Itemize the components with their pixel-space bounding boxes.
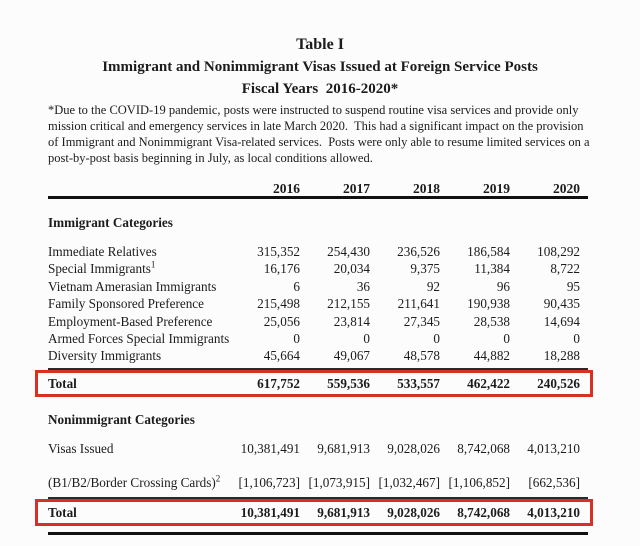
- table-number-title: Table I: [296, 36, 344, 53]
- value-cell: 240,526: [537, 376, 580, 391]
- value-cell: 617,752: [257, 376, 300, 391]
- year-header-2019: 2019: [483, 181, 510, 196]
- value-cell: 9,028,026: [387, 441, 440, 456]
- value-cell: 236,526: [397, 244, 440, 259]
- value-cell: [1,032,467]: [378, 475, 440, 490]
- value-cell: 315,352: [257, 244, 300, 259]
- value-cell: 90,435: [543, 296, 580, 312]
- year-header-2018: 2018: [413, 181, 440, 196]
- covid-footnote: *Due to the COVID-19 pandemic, posts were instructed to suspend routine visa services and provide only mission critical and emergency services in late March 2020. This had a significant impact on the provision of Immigrant and Nonimmigrant Visa-related services. Posts were only able to resume limited services on a post-by-post basis beginning in July, as local conditions allowed.: [48, 103, 593, 165]
- year-header-2016: 2016: [273, 181, 300, 196]
- value-cell: 462,422: [467, 376, 510, 391]
- value-cell: 8,722: [550, 261, 580, 277]
- table-main-title: Immigrant and Nonimmigrant Visas Issued at Foreign Service Posts: [102, 59, 538, 75]
- table-subtitle-fiscal-years: Fiscal Years 2016-2020*: [241, 81, 399, 97]
- value-cell: 0: [363, 331, 370, 347]
- value-cell: 211,641: [397, 296, 440, 312]
- value-cell: 4,013,210: [527, 441, 580, 456]
- immigrant-categories-heading: Immigrant Categories: [48, 215, 173, 230]
- table-row: [48, 295, 580, 312]
- row-label: Visas Issued: [48, 441, 114, 456]
- year-header-2017: 2017: [343, 181, 370, 196]
- value-cell: 8,742,068: [457, 441, 510, 456]
- value-cell: 16,176: [263, 261, 300, 277]
- table-row: [48, 441, 580, 457]
- nonimmigrant-categories-heading: Nonimmigrant Categories: [48, 412, 195, 427]
- row-label: Immediate Relatives: [48, 244, 157, 259]
- header-rule: [48, 196, 588, 199]
- value-cell: 10,381,491: [240, 441, 300, 456]
- table-row: [48, 260, 580, 277]
- year-header-row: [48, 181, 580, 197]
- immigrant-rows: [48, 243, 580, 365]
- value-cell: 254,430: [327, 244, 370, 259]
- table-row: [48, 330, 580, 347]
- row-label: Vietnam Amerasian Immigrants: [48, 278, 217, 294]
- table-row: [48, 243, 580, 260]
- value-cell: 44,882: [473, 348, 510, 364]
- value-cell: 11,384: [474, 261, 510, 277]
- value-cell: 49,067: [333, 348, 370, 364]
- value-cell: [1,106,852]: [448, 475, 510, 490]
- value-cell: 8,742,068: [457, 505, 510, 520]
- value-cell: 0: [573, 331, 580, 347]
- value-cell: 9,681,913: [317, 505, 370, 520]
- value-cell: 9,681,913: [317, 441, 370, 456]
- value-cell: [662,536]: [528, 475, 580, 490]
- value-cell: 9,028,026: [387, 505, 440, 520]
- value-cell: 4,013,210: [527, 505, 580, 520]
- value-cell: 0: [503, 331, 510, 347]
- value-cell: 6: [293, 278, 300, 294]
- value-cell: 10,381,491: [240, 505, 300, 520]
- table-row: [48, 475, 580, 491]
- value-cell: 559,536: [327, 376, 370, 391]
- value-cell: 18,288: [543, 348, 580, 364]
- total-label: Total: [48, 376, 77, 391]
- value-cell: 533,557: [397, 376, 440, 391]
- immigrant-total-row: [48, 373, 580, 394]
- value-cell: 186,584: [467, 244, 510, 259]
- value-cell: 28,538: [473, 313, 510, 329]
- value-cell: 20,034: [333, 261, 370, 277]
- row-label: Special Immigrants$^1$: [48, 260, 156, 277]
- row-label: Family Sponsored Preference: [48, 296, 205, 312]
- value-cell: 190,938: [467, 296, 510, 312]
- value-cell: 36: [356, 278, 370, 294]
- nonimmigrant-total-row: [48, 502, 580, 523]
- value-cell: 45,664: [263, 348, 300, 364]
- value-cell: 14,694: [543, 313, 580, 329]
- footer-rule: [48, 532, 588, 535]
- value-cell: 25,056: [263, 313, 300, 329]
- value-cell: 92: [426, 278, 440, 294]
- red-annotation-box-nonimmigrant-total: [35, 499, 593, 526]
- row-label: Armed Forces Special Immigrants: [48, 331, 230, 347]
- value-cell: 95: [566, 278, 580, 294]
- row-label: (B1/B2/Border Crossing Cards)$^2$: [48, 473, 221, 490]
- total-label: Total: [48, 505, 77, 520]
- red-annotation-box-immigrant-total: [35, 370, 593, 397]
- value-cell: [1,106,723]: [238, 475, 300, 490]
- value-cell: 108,292: [537, 244, 580, 259]
- label-column-spacer: [48, 181, 230, 197]
- row-label: Diversity Immigrants: [48, 348, 162, 364]
- value-cell: 0: [293, 331, 300, 347]
- value-cell: 27,345: [403, 313, 440, 329]
- value-cell: 48,578: [403, 348, 440, 364]
- table-row: [48, 313, 580, 330]
- value-cell: 215,498: [257, 296, 300, 312]
- value-cell: 96: [496, 278, 510, 294]
- table-row: [48, 347, 580, 364]
- value-cell: 9,375: [410, 261, 440, 277]
- year-header-2020: 2020: [553, 181, 580, 196]
- value-cell: [1,073,915]: [308, 475, 370, 490]
- value-cell: 212,155: [327, 296, 370, 312]
- row-label: Employment-Based Preference: [48, 313, 213, 329]
- value-cell: 23,814: [333, 313, 370, 329]
- value-cell: 0: [433, 331, 440, 347]
- table-row: [48, 278, 580, 295]
